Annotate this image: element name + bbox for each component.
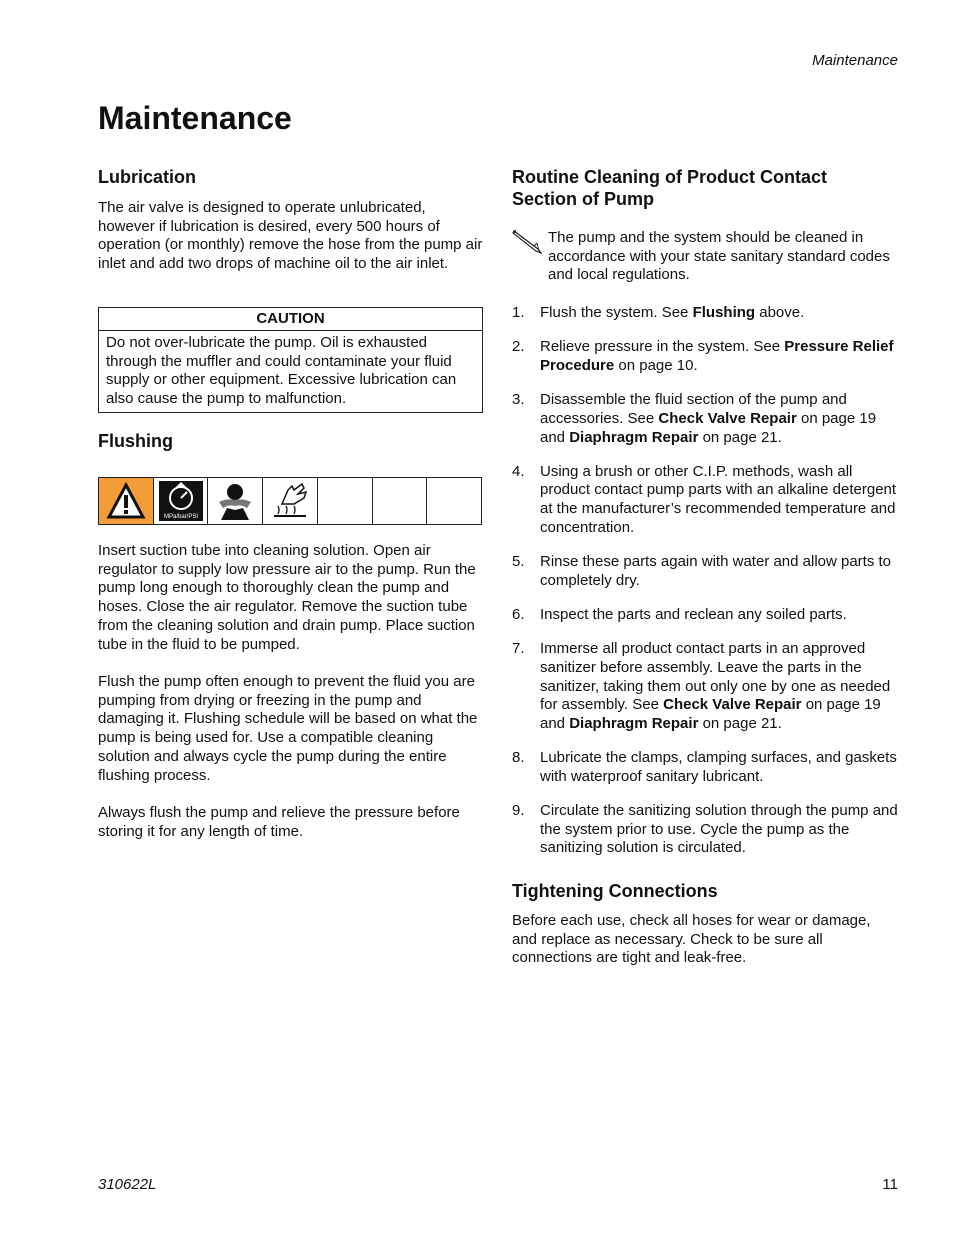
lubrication-text: The air valve is designed to operate unlubricated, however if lubrication is desired, every 500 hours of operation (or monthly) remove the hose from the pump air inlet and add two drops of machine oil to the air inlet. [98, 199, 483, 273]
tightening-text: Before each use, check all hoses for wear or damage, and replace as necessary. Check to be sure all connections are tight and leak-free. [512, 912, 871, 967]
list-item: 3. Disassemble the fluid section of the pump and accessories. See Check Valve Repair on page 19 and Diaphragm Repair on page 21. [512, 391, 877, 446]
list-item: 5. Rinse these parts again with water and allow parts to completely dry. [512, 553, 892, 589]
cleaning-steps [512, 304, 898, 874]
caution-text: Do not over-lubricate the pump. Oil is exhausted through the muffler and could contaminate your fluid supply or other equipment. Excessive lubrication can also cause the pump to malfunction. [106, 334, 457, 408]
list-item: 2. Relieve pressure in the system. See Pressure Relief Procedure on page 10. [512, 338, 894, 374]
note-text: The pump and the system should be cleaned in accordance with your state sanitary standard codes and local regulations. [548, 229, 890, 284]
page-title: Maintenance [98, 100, 292, 136]
flushing-paragraph-2: Flush the pump often enough to prevent the fluid you are pumping from drying or freezing in the pump and damaging it. Flushing schedule will be based on what the pump is being used for. Use a compatible cleaning solution and always cycle the pump during the entire flushing process. [98, 673, 478, 784]
empty-icon-cell [373, 478, 428, 524]
caution-box [98, 307, 483, 413]
lubrication-heading: Lubrication [98, 167, 196, 187]
cleaning-heading [512, 166, 902, 210]
caution-label: CAUTION [99, 308, 482, 331]
pressure-unit-caption: MPa/bar/PSI [163, 514, 198, 520]
note [512, 229, 897, 285]
document-number: 310622L [98, 1176, 157, 1193]
hazard-icon-strip [98, 477, 482, 525]
pencil-note-icon [512, 229, 544, 255]
tightening-heading: Tightening Connections [512, 881, 718, 901]
flushing-paragraph-3: Always flush the pump and relieve the pressure before storing it for any length of time. [98, 804, 460, 840]
hot-surface-hand-icon [263, 478, 318, 524]
cleaning-heading-line-2: Section of Pump [512, 189, 655, 209]
pressure-relief-icon [154, 478, 209, 524]
empty-icon-cell [427, 478, 481, 524]
page-number: 11 [882, 1176, 898, 1193]
list-item: 8. Lubricate the clamps, clamping surfaces, and gaskets with waterproof sanitary lubricant. [512, 749, 897, 785]
list-item: 4. Using a brush or other C.I.P. methods, wash all product contact pump parts with an alkaline detergent at the manufacturer’s recommended temperature and concentration. [512, 462, 897, 536]
fumes-respirator-icon [208, 478, 263, 524]
empty-icon-cell [318, 478, 373, 524]
list-item: 1. Flush the system. See Flushing above. [512, 304, 805, 321]
running-header: Maintenance [812, 52, 898, 69]
list-item: 6. Inspect the parts and reclean any soiled parts. [512, 605, 847, 623]
list-item: 7. Immerse all product contact parts in an approved sanitizer before assembly. Leave the parts in the sanitizer, taking them out only one by one as needed for assembly. See Check Valve Repair on page 19 and Diaphragm Repair on page 21. [512, 640, 891, 732]
flushing-heading: Flushing [98, 431, 173, 451]
warning-triangle-icon [99, 478, 154, 524]
flushing-paragraph-1: Insert suction tube into cleaning solution. Open air regulator to supply low pressure air to the pump. Run the pump long enough to thoroughly clean the pump and hoses. Close the air regulator. Remove the suction tube from the cleaning solution and drain pump. Place suction tube in the fluid to be pumped. [98, 542, 476, 653]
list-item: 9. Circulate the sanitizing solution through the pump and the system prior to use. Cycle the pump as the sanitizing solution is circulated. [512, 802, 898, 857]
cleaning-heading-line-1: Routine Cleaning of Product Contact [512, 167, 827, 187]
